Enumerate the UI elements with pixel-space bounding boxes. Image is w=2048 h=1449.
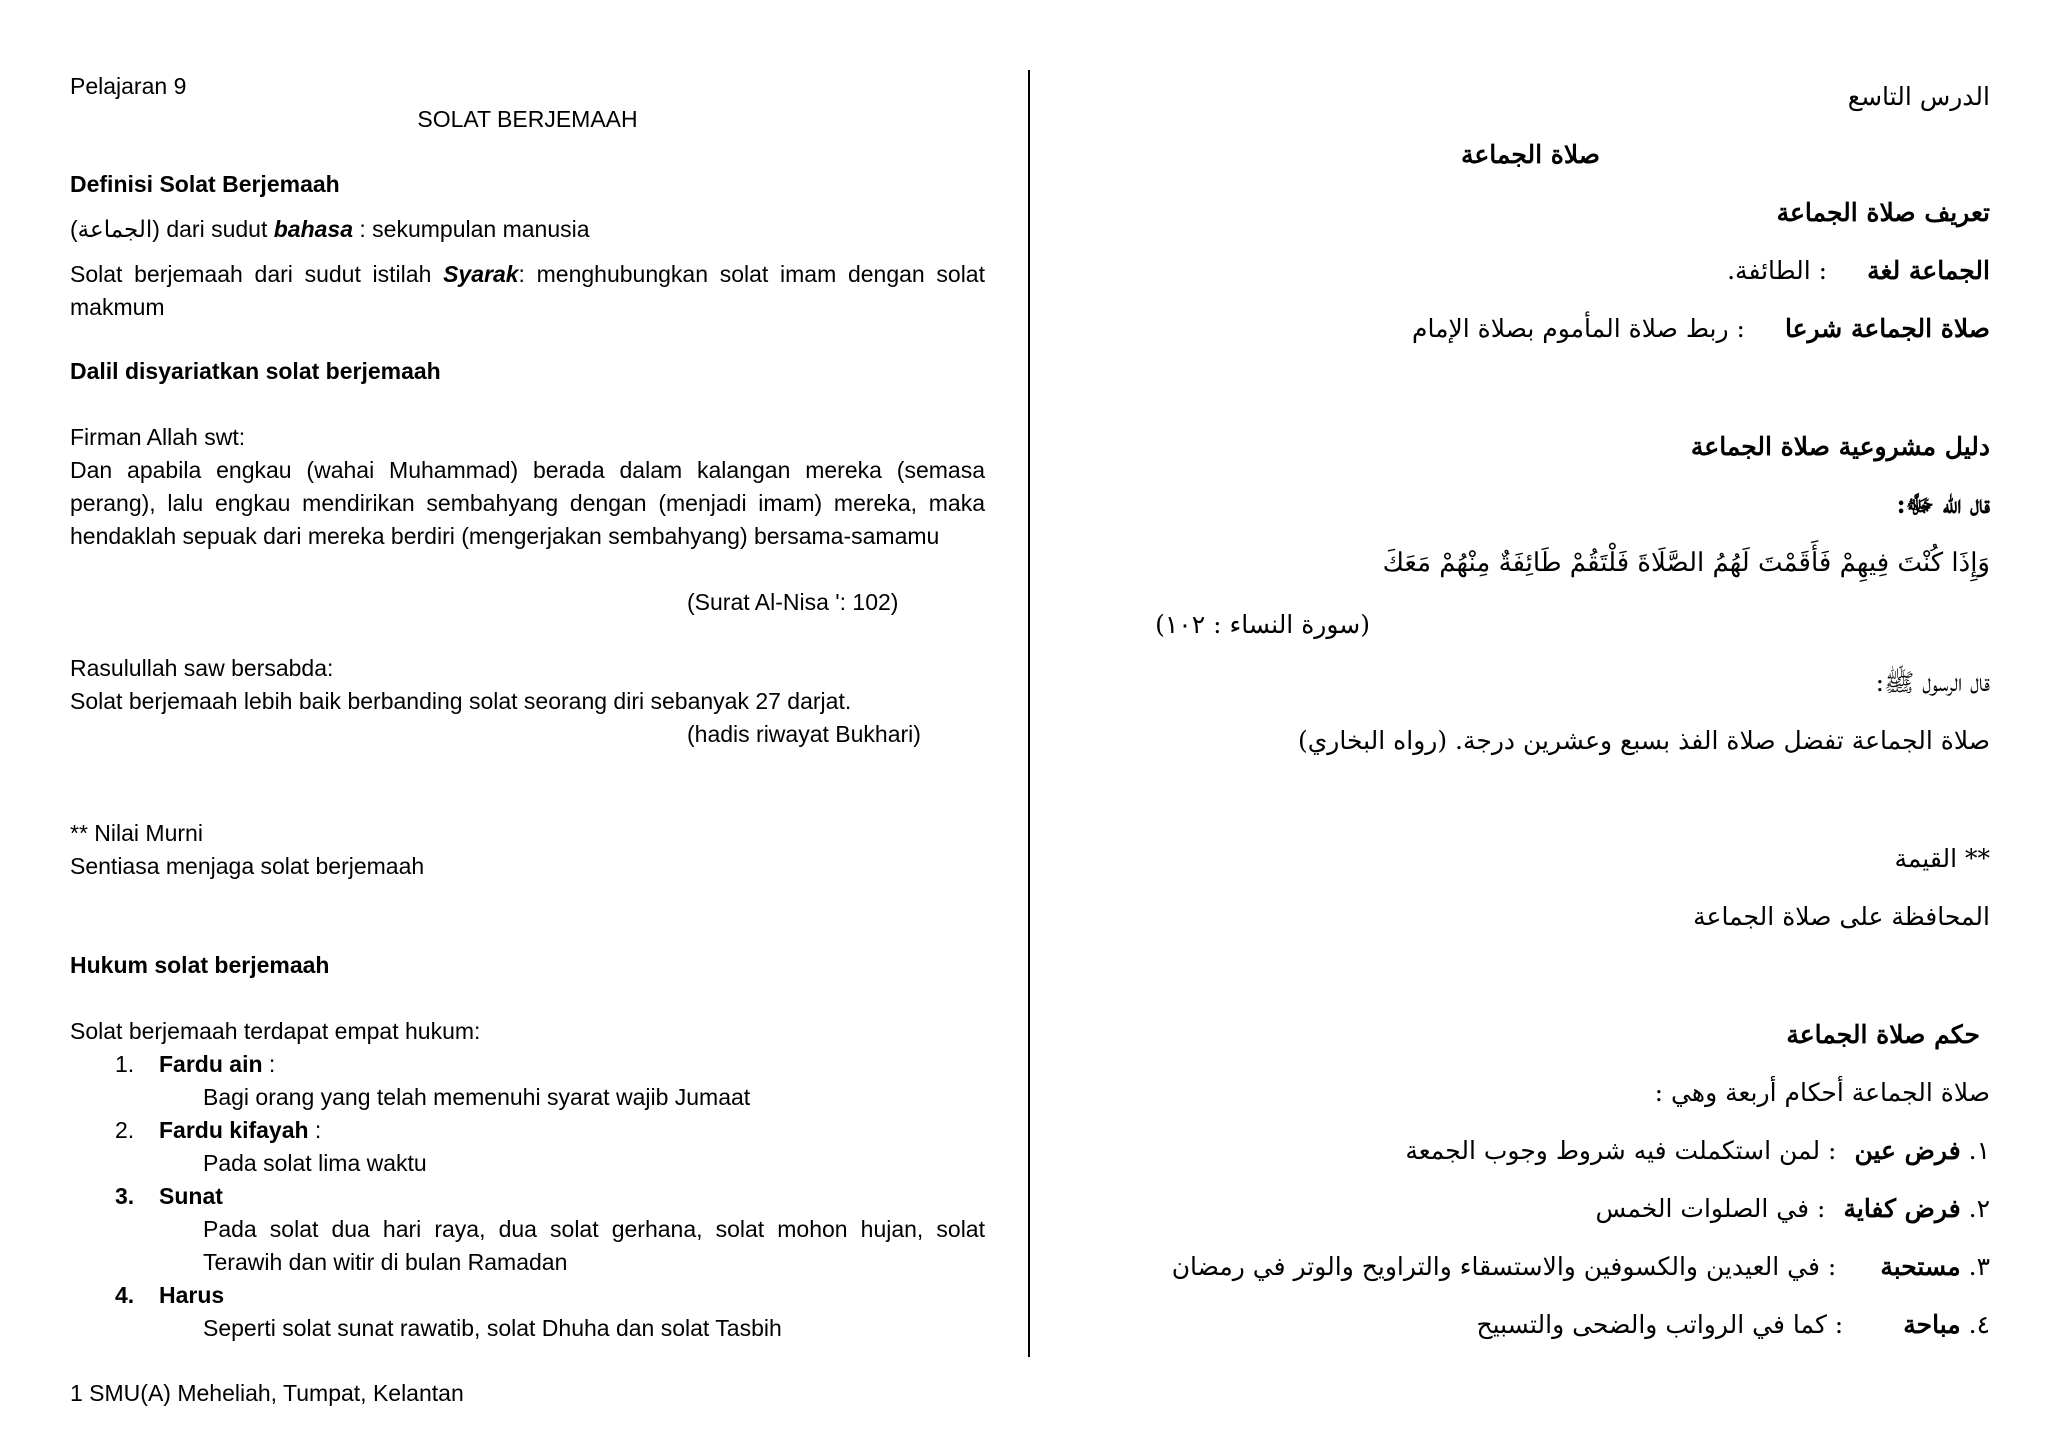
quran-ayah: وَإِذَا كُنْتَ فِيهِمْ فَأَقَمْتَ لَهُمُ الصَّلَاةَ فَلْتَقُمْ طَائِفَةٌ مِنْهُمْ مَعَكَ (1382, 548, 1990, 578)
hukm-item-1: ١. فرض عين: لمن استكملت فيه شروط وجوب الجمعة (1405, 1136, 1990, 1165)
definition-lugha: الجماعة لغة: الطائفة. (1727, 256, 1990, 285)
dalil-heading: Dalil disyariatkan solat berjemaah (70, 358, 441, 384)
hukum-item-name: Fardu ain (159, 1051, 263, 1077)
hukm-item-4: ٤. مباحة: كما في الرواتب والضحى والتسبيح (1476, 1310, 1990, 1339)
arabic-column (1060, 0, 1990, 1449)
hukum-heading: Hukum solat berjemaah (70, 952, 330, 978)
lesson-label: Pelajaran 9 (70, 73, 187, 99)
ayah-reference: (سورة النساء : ١٠٢) (1155, 610, 1370, 639)
nilai-label: ** Nilai Murni (70, 820, 203, 846)
hukum-item-desc: Pada solat lima waktu (203, 1150, 427, 1176)
definition-heading-arabic: تعريف صلاة الجماعة (1776, 198, 1990, 227)
firman-text: Dan apabila engkau (wahai Muhammad) berada dalam kalangan mereka (semasa perang), lalu engkau mendirikan sembahyang dengan (menjadi imam) mereka, maka hendaklah sepuak dari mereka berdiri (mengerjakan sembahyang) bersama-samamu (70, 457, 985, 549)
hukum-item-3: 3. Sunat (115, 1183, 223, 1209)
firman-label: Firman Allah swt: (70, 424, 246, 450)
hukum-item-name: Fardu kifayah (159, 1117, 309, 1143)
hukum-intro: Solat berjemaah terdapat empat hukum: (70, 1018, 481, 1044)
lugha-term: الجماعة لغة (1867, 256, 1990, 285)
nilai-text: Sentiasa menjaga solat berjemaah (70, 853, 425, 879)
column-divider (1028, 70, 1030, 1357)
qima-label: ** القيمة (1894, 844, 1990, 873)
lesson-label-arabic: الدرس التاسع (1847, 82, 1990, 111)
hadis-text: Solat berjemaah lebih baik berbanding solat seorang diri sebanyak 27 darjat. (70, 688, 852, 714)
syarak-term: Syarak (443, 261, 519, 287)
qala-allah: قال الله ﷻ: (1896, 490, 1990, 519)
hukum-item-name: Sunat (159, 1183, 223, 1209)
hukm-item-name: فرض عين (1854, 1136, 1961, 1165)
definition-heading: Definisi Solat Berjemaah (70, 171, 340, 197)
page-title-arabic: صلاة الجماعة (1460, 140, 1600, 169)
bahasa-term: bahasa (273, 216, 354, 242)
hadis-reference: (hadis riwayat Bukhari) (687, 721, 921, 747)
malay-column (70, 0, 985, 1449)
hukum-item-desc: Pada solat dua hari raya, dua solat gerhana, solat mohon hujan, solat Terawih dan witir di bulan Ramadan (203, 1216, 985, 1275)
qala-rasul: قال الرسول ﷺ: (1875, 668, 1990, 697)
hukm-item-2: ٢. فرض كفاية: في الصلوات الخمس (1595, 1194, 1990, 1223)
hukum-item-2: 2. Fardu kifayah : (115, 1117, 322, 1143)
qima-text: المحافظة على صلاة الجماعة (1693, 902, 1990, 931)
hukum-item-4: 4. Harus (115, 1282, 225, 1308)
hukum-item-name: Harus (159, 1282, 225, 1308)
page-title: SOLAT BERJEMAAH (417, 106, 638, 132)
definition-shar: صلاة الجماعة شرعا: ربط صلاة المأموم بصلاة الإمام (1412, 314, 1990, 343)
hukm-item-name: مباحة (1903, 1310, 1961, 1339)
page-footer: 1 SMU(A) Meheliah, Tumpat, Kelantan (70, 1380, 464, 1406)
hukm-item-name: فرض كفاية (1843, 1194, 1961, 1223)
hukm-intro-arabic: صلاة الجماعة أحكام أربعة وهي : (1654, 1078, 1990, 1107)
dalil-heading-arabic: دليل مشروعية صلاة الجماعة (1690, 432, 1990, 461)
shar-term: صلاة الجماعة شرعا (1784, 314, 1990, 343)
hukm-heading-arabic: حكم صلاة الجماعة (1786, 1020, 1980, 1049)
arabic-term: (الجماعة) (70, 216, 160, 242)
firman-reference: (Surat Al-Nisa ': 102) (687, 589, 899, 615)
hukum-item-desc: Seperti solat sunat rawatib, solat Dhuha dan solat Tasbih (203, 1315, 782, 1341)
definition-syarak: Solat berjemaah dari sudut istilah Syarak: menghubungkan solat imam dengan solat makmum (70, 261, 985, 320)
hukum-item-desc: Bagi orang yang telah memenuhi syarat wajib Jumaat (203, 1084, 751, 1110)
hukm-item-name: مستحبة (1880, 1252, 1961, 1281)
hadis-label: Rasulullah saw bersabda: (70, 655, 334, 681)
hukm-item-3: ٣. مستحبة: في العيدين والكسوفين والاستسقاء والتراويح والوتر في رمضان (1171, 1252, 1990, 1281)
definition-bahasa: (الجماعة) dari sudut bahasa : sekumpulan manusia (70, 216, 590, 242)
hadith-text-arabic: صلاة الجماعة تفضل صلاة الفذ بسبع وعشرين درجة. (رواه البخاري) (1297, 726, 1990, 755)
hukum-item-1: 1. Fardu ain : (115, 1051, 276, 1077)
